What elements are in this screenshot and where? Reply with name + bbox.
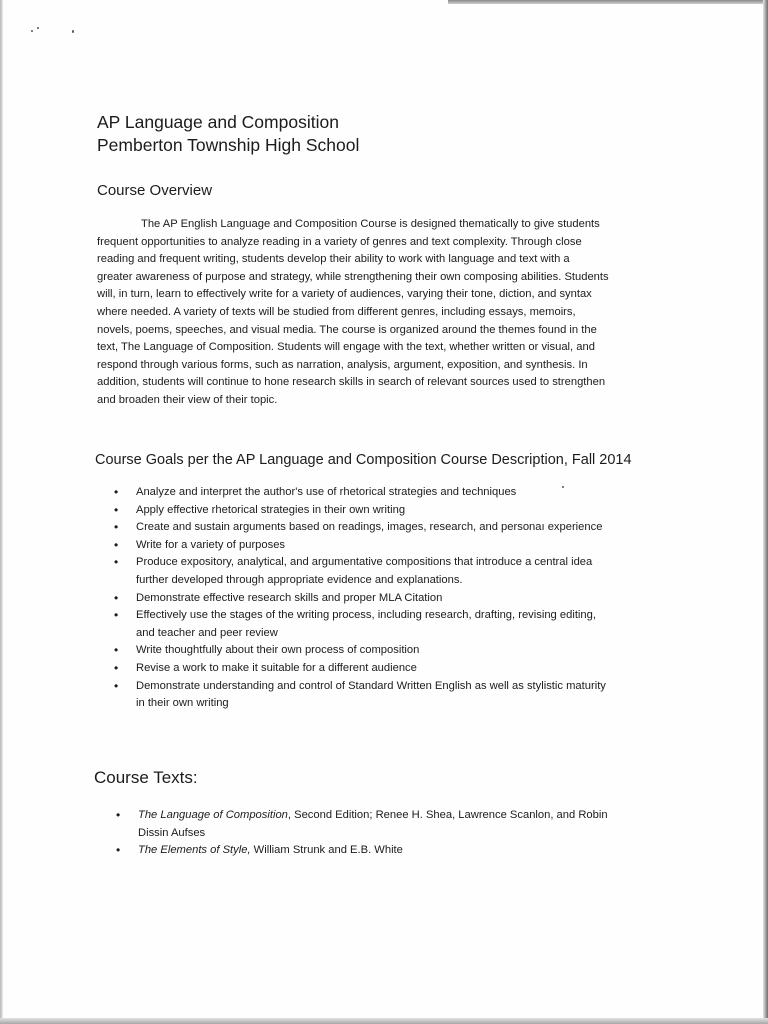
list-item-text-continued: and teacher and peer review (136, 626, 278, 639)
list-item (112, 642, 606, 660)
paragraph-line: and broaden their view of their topic. (97, 393, 278, 406)
course-goals-heading: Course Goals per the AP Language and Composition Course Description, Fall 2014 (95, 452, 632, 468)
list-item (112, 678, 606, 713)
paragraph-line: reading and frequent writing, students develop their ability to work with language and text with a (97, 253, 570, 266)
list-item (112, 484, 606, 502)
paragraph-line: greater awareness of purpose and strategy, while strengthening their own composing abilities. Students (97, 270, 609, 283)
list-item (112, 590, 606, 608)
book-details: , Second Edition; Renee H. Shea, Lawrence Scanlon, and Robin (287, 809, 608, 821)
course-overview-paragraph (97, 216, 657, 410)
list-item (112, 554, 606, 589)
list-item (112, 537, 606, 555)
paragraph-line: text, The Language of Composition. Students will engage with the text, whether written or visual, and (97, 341, 595, 354)
paragraph-line: The AP English Language and Composition Course is designed thematically to give students (141, 218, 600, 230)
list-item-text: • Produce expository, analytical, and argumentative compositions that introduce a central idea (136, 556, 593, 569)
list-item-text-continued: in their own writing (136, 697, 229, 710)
scan-edge-left (0, 0, 3, 1024)
title-line-school: Pemberton Township High School (97, 135, 360, 155)
list-item-text: • Demonstrate understanding and control of Standard Written English as well as stylistic maturity (136, 679, 606, 692)
list-item-text: • Write for a variety of purposes (136, 538, 286, 551)
list-item-text: • Revise a work to make it suitable for a different audience (136, 661, 417, 674)
scan-edge-right (763, 0, 768, 1024)
scan-edge-top (448, 0, 768, 4)
course-texts-heading: Course Texts: (94, 768, 198, 787)
list-item (114, 842, 608, 860)
document-title (97, 111, 359, 157)
scan-speck (72, 30, 74, 33)
book-title: The Language of Composition (138, 809, 288, 821)
list-item-text: • Demonstrate effective research skills and proper MLA Citation (136, 591, 443, 604)
title-line-course: AP Language and Composition (97, 112, 339, 132)
list-item-text: • Effectively use the stages of the writing process, including research, drafting, revising editing, (136, 609, 596, 622)
paragraph-line: will, in turn, learn to effectively write for a variety of audiences, varying their tone, diction, and syntax (97, 288, 592, 301)
book-title: The Elements of Style, (138, 844, 251, 857)
paragraph-line: frequent opportunities to analyze reading in a variety of genres and text complexity. Through close (97, 235, 582, 248)
paragraph-line: respond through various forms, such as narration, analysis, argument, exposition, and synthesis. In (97, 358, 588, 371)
list-item-text: • Analyze and interpret the author's use of rhetorical strategies and techniques (136, 486, 517, 498)
list-item-text: • Write thoughtfully about their own process of composition (136, 644, 420, 657)
list-item-text: • Apply effective rhetorical strategies in their own writing (136, 503, 406, 516)
paragraph-line: novels, poems, speeches, and visual media. The course is organized around the themes found in the (97, 323, 597, 336)
paragraph-line: where needed. A variety of texts will be studied from different genres, including essays, memoirs, (97, 305, 576, 318)
scan-speck (31, 30, 33, 32)
scan-speck (37, 27, 39, 29)
paragraph-line: addition, students will continue to hone research skills in search of relevant sources used to strengthen (97, 376, 606, 389)
list-item-text: • Create and sustain arguments based on readings, images, research, and personaı experience (136, 521, 603, 534)
book-details-continued: Dissin Aufses (138, 826, 206, 839)
list-item (112, 519, 606, 537)
course-texts-list (114, 807, 608, 860)
list-item-text-continued: further developed through appropriate evidence and explanations. (136, 573, 463, 586)
course-goals-list (112, 484, 606, 713)
list-item (112, 660, 606, 678)
book-citation (138, 842, 608, 860)
book-citation (138, 807, 608, 825)
list-item (114, 807, 608, 842)
list-item (112, 607, 606, 642)
list-item (112, 502, 606, 520)
course-overview-heading: Course Overview (97, 182, 213, 199)
book-details: William Strunk and E.B. White (250, 844, 403, 857)
scan-edge-bottom (0, 1018, 768, 1024)
